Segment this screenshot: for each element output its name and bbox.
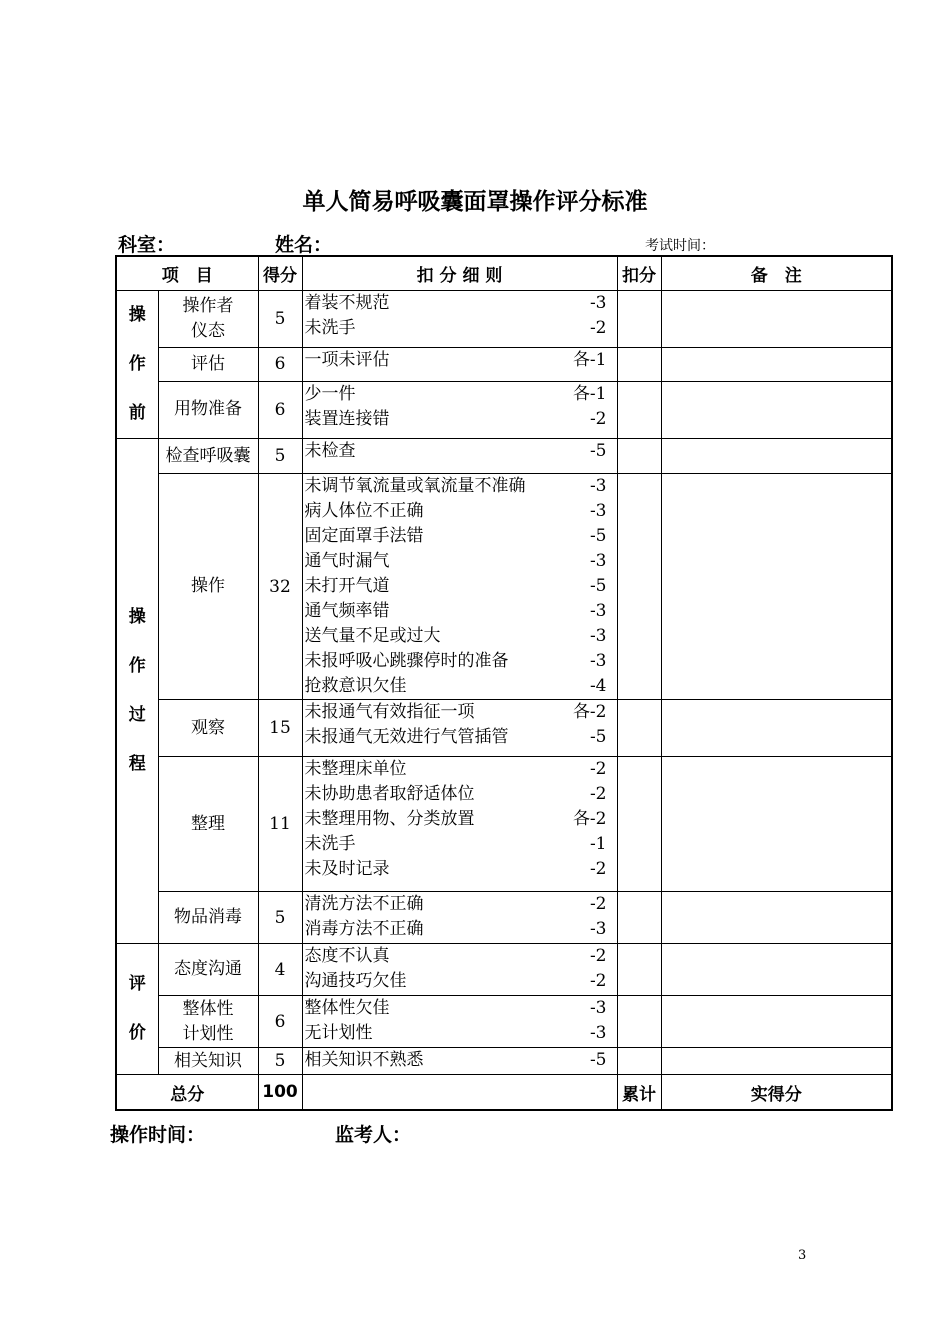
deduction-text: 态度不认真 <box>304 946 390 966</box>
deduction-points: -3 <box>589 551 607 571</box>
deduction-points: 各-1 <box>572 350 607 370</box>
deduction-points: 各-2 <box>572 809 607 829</box>
category-char: 前 <box>128 403 146 423</box>
deduct-cell <box>617 892 661 944</box>
deduction-text: 一项未评估 <box>304 350 390 370</box>
category-char: 价 <box>128 1023 146 1043</box>
deduction-text: 清洗方法不正确 <box>304 894 424 914</box>
deduction-text: 未调节氧流量或氧流量不准确 <box>304 476 526 496</box>
deduction-points: -2 <box>589 408 607 429</box>
deduction-details <box>302 757 617 892</box>
item-score: 6 <box>258 381 302 438</box>
deduction-text: 未整理用物、分类放置 <box>304 809 475 829</box>
item-name <box>158 348 258 382</box>
deduction-line <box>305 969 617 994</box>
exam-time-label: 考试时间： <box>645 238 715 254</box>
remark-cell <box>661 381 892 438</box>
item-name <box>158 439 258 474</box>
col-deduct: 扣分 <box>617 256 661 291</box>
deduction-line <box>305 574 617 599</box>
deduction-line <box>305 944 617 969</box>
remark-cell <box>661 439 892 474</box>
remark-cell <box>661 996 892 1048</box>
scoring-table <box>115 255 893 1111</box>
deduction-points: -2 <box>589 784 607 804</box>
deduction-line <box>305 382 617 407</box>
item-name-line: 态度沟通 <box>174 959 242 979</box>
deduction-text: 病人体位不正确 <box>304 501 424 521</box>
deduction-line <box>305 996 617 1021</box>
deduction-line <box>305 857 617 882</box>
item-name-line: 相关知识 <box>174 1050 242 1071</box>
deduction-points: -2 <box>589 859 607 879</box>
deduction-line <box>305 599 617 624</box>
category-char: 作 <box>128 354 146 374</box>
deduction-details <box>302 348 617 382</box>
deduction-points: -5 <box>589 526 607 546</box>
item-name <box>158 892 258 944</box>
deduct-cell <box>617 700 661 757</box>
item-name-line: 操作 <box>191 576 225 596</box>
table-row <box>116 1048 892 1075</box>
deduction-line <box>305 439 617 464</box>
deduction-text: 消毒方法不正确 <box>304 919 424 939</box>
deduct-cell <box>617 1048 661 1075</box>
deduction-points: -2 <box>589 971 607 991</box>
deduction-details <box>302 1048 617 1075</box>
category-char: 操 <box>128 607 146 627</box>
deduction-text: 通气频率错 <box>304 601 390 621</box>
deduction-text: 沟通技巧欠佳 <box>304 971 407 991</box>
deduction-points: -2 <box>589 946 607 966</box>
deduction-text: 少一件 <box>304 383 356 404</box>
deduction-text: 未协助患者取舒适体位 <box>304 784 475 804</box>
deduct-cell <box>617 291 661 348</box>
name-label: 姓名： <box>275 234 333 256</box>
deduction-text: 通气时漏气 <box>304 551 390 571</box>
header-row <box>116 256 892 291</box>
deduction-text: 相关知识不熟悉 <box>304 1050 424 1070</box>
deduction-details <box>302 381 617 438</box>
deduction-line <box>305 549 617 574</box>
item-score: 5 <box>258 1048 302 1075</box>
total-detail-blank <box>302 1075 617 1111</box>
total-label: 总分 <box>116 1075 258 1111</box>
deduction-line <box>305 291 617 316</box>
deduct-cell <box>617 474 661 700</box>
deduction-line <box>305 348 617 373</box>
deduction-text: 未洗手 <box>304 834 356 854</box>
deduction-line <box>305 917 617 942</box>
category-char: 操 <box>128 305 146 325</box>
col-score: 得分 <box>258 256 302 291</box>
deduction-line <box>305 1048 617 1073</box>
deduction-text: 抢救意识欠佳 <box>304 676 407 696</box>
table-row <box>116 757 892 892</box>
deduction-line <box>305 316 617 341</box>
deduction-text: 未报呼吸心跳骤停时的准备 <box>304 651 509 671</box>
deduction-line <box>305 407 617 432</box>
table-row <box>116 474 892 700</box>
category-eval <box>116 944 158 1075</box>
deduction-details <box>302 439 617 474</box>
col-detail: 扣 分 细 则 <box>302 256 617 291</box>
table-row <box>116 348 892 382</box>
table-row <box>116 892 892 944</box>
table-row <box>116 944 892 996</box>
deduction-points: -3 <box>589 476 607 496</box>
remark-cell <box>661 474 892 700</box>
table-row <box>116 439 892 474</box>
deduct-cell <box>617 439 661 474</box>
deduction-line <box>305 474 617 499</box>
deduction-line <box>305 700 617 725</box>
category-char: 作 <box>128 656 146 676</box>
deduction-text: 未打开气道 <box>304 576 390 596</box>
item-name-line: 物品消毒 <box>174 907 242 927</box>
deduction-points: -3 <box>589 651 607 671</box>
deduction-points: -2 <box>589 894 607 914</box>
deduction-points: -3 <box>589 501 607 521</box>
category-char: 评 <box>128 974 146 994</box>
deduction-line <box>305 807 617 832</box>
item-name <box>158 291 258 348</box>
remark-cell <box>661 291 892 348</box>
page-number: 3 <box>798 1248 807 1263</box>
total-score: 100 <box>258 1075 302 1111</box>
remark-cell <box>661 892 892 944</box>
deduction-line <box>305 499 617 524</box>
deduction-line <box>305 725 617 750</box>
remark-cell <box>661 700 892 757</box>
item-score: 5 <box>258 892 302 944</box>
item-score: 11 <box>258 757 302 892</box>
category-pre <box>116 291 158 439</box>
item-score: 4 <box>258 944 302 996</box>
deduction-points: -5 <box>589 441 607 461</box>
deduction-text: 未洗手 <box>304 318 356 338</box>
deduction-details <box>302 944 617 996</box>
col-item: 项 目 <box>116 256 258 291</box>
deduction-text: 装置连接错 <box>304 408 390 429</box>
deduction-details <box>302 700 617 757</box>
deduction-points: -4 <box>589 676 607 696</box>
remark-cell <box>661 1048 892 1075</box>
deduction-points: -3 <box>589 998 607 1018</box>
item-name <box>158 757 258 892</box>
deduction-text: 未整理床单位 <box>304 759 407 779</box>
remark-cell <box>661 348 892 382</box>
item-name <box>158 474 258 700</box>
deduction-points: -3 <box>589 601 607 621</box>
deduction-points: -2 <box>589 318 607 338</box>
deduction-line <box>305 1021 617 1046</box>
item-name-line: 观察 <box>191 717 225 738</box>
deduction-line <box>305 782 617 807</box>
item-name-line: 整体性 <box>182 998 234 1019</box>
item-name-line: 计划性 <box>182 1023 234 1044</box>
deduction-details <box>302 474 617 700</box>
remark-cell <box>661 944 892 996</box>
item-score: 6 <box>258 348 302 382</box>
deduction-points: -5 <box>589 1050 607 1070</box>
deduction-text: 着装不规范 <box>304 293 390 313</box>
category-char: 过 <box>128 705 146 725</box>
table-row <box>116 381 892 438</box>
operation-time-label: 操作时间： <box>110 1124 206 1146</box>
deduction-points: -3 <box>589 293 607 313</box>
deduction-points: -2 <box>589 759 607 779</box>
dept-label: 科室： <box>118 234 176 256</box>
category-char: 程 <box>128 754 146 774</box>
col-remark: 备 注 <box>661 256 892 291</box>
deduction-line <box>305 892 617 917</box>
deduction-line <box>305 757 617 782</box>
deduction-points: -3 <box>589 1023 607 1043</box>
table-row <box>116 700 892 757</box>
remark-cell <box>661 757 892 892</box>
deduction-line <box>305 524 617 549</box>
deduction-text: 固定面罩手法错 <box>304 526 424 546</box>
deduction-line <box>305 624 617 649</box>
item-name-line: 检查呼吸囊 <box>165 445 251 466</box>
deduction-text: 未及时记录 <box>304 859 390 879</box>
deduction-points: -5 <box>589 727 607 747</box>
deduction-line <box>305 832 617 857</box>
item-name-line: 操作者 <box>182 296 234 316</box>
deduction-points: 各-2 <box>572 702 607 722</box>
deduction-text: 未检查 <box>304 441 356 461</box>
item-score: 6 <box>258 996 302 1048</box>
item-score: 5 <box>258 291 302 348</box>
item-name-line: 仪态 <box>191 321 225 341</box>
actual-score-label: 实得分 <box>661 1075 892 1111</box>
deduct-cell <box>617 381 661 438</box>
table-row <box>116 291 892 348</box>
deduction-points: 各-1 <box>572 383 607 404</box>
deduction-text: 整体性欠佳 <box>304 998 390 1018</box>
deduction-line <box>305 674 617 699</box>
deduct-cell <box>617 944 661 996</box>
category-process <box>116 439 158 944</box>
deduction-text: 未报通气有效指征一项 <box>304 702 475 722</box>
item-name <box>158 996 258 1048</box>
deduction-points: -3 <box>589 919 607 939</box>
total-row <box>116 1075 892 1111</box>
page-title: 单人简易呼吸囊面罩操作评分标准 <box>302 189 648 215</box>
item-name-line: 整理 <box>191 813 225 834</box>
deduction-text: 送气量不足或过大 <box>304 626 441 646</box>
item-score: 32 <box>258 474 302 700</box>
deduction-line <box>305 649 617 674</box>
deduction-details <box>302 892 617 944</box>
deduction-text: 无计划性 <box>304 1023 373 1043</box>
deduction-points: -3 <box>589 626 607 646</box>
item-name-line: 评估 <box>191 353 225 374</box>
cumulative-label: 累计 <box>617 1075 661 1111</box>
item-name <box>158 700 258 757</box>
deduct-cell <box>617 348 661 382</box>
deduction-details <box>302 291 617 348</box>
item-score: 5 <box>258 439 302 474</box>
item-score: 15 <box>258 700 302 757</box>
item-name <box>158 381 258 438</box>
deduction-points: -1 <box>589 834 607 854</box>
table-row <box>116 996 892 1048</box>
deduction-details <box>302 996 617 1048</box>
item-name <box>158 1048 258 1075</box>
deduction-text: 未报通气无效进行气管插管 <box>304 727 509 747</box>
deduction-points: -5 <box>589 576 607 596</box>
item-name <box>158 944 258 996</box>
deduct-cell <box>617 757 661 892</box>
examiner-label: 监考人： <box>335 1124 412 1146</box>
item-name-line: 用物准备 <box>174 399 242 420</box>
deduct-cell <box>617 996 661 1048</box>
